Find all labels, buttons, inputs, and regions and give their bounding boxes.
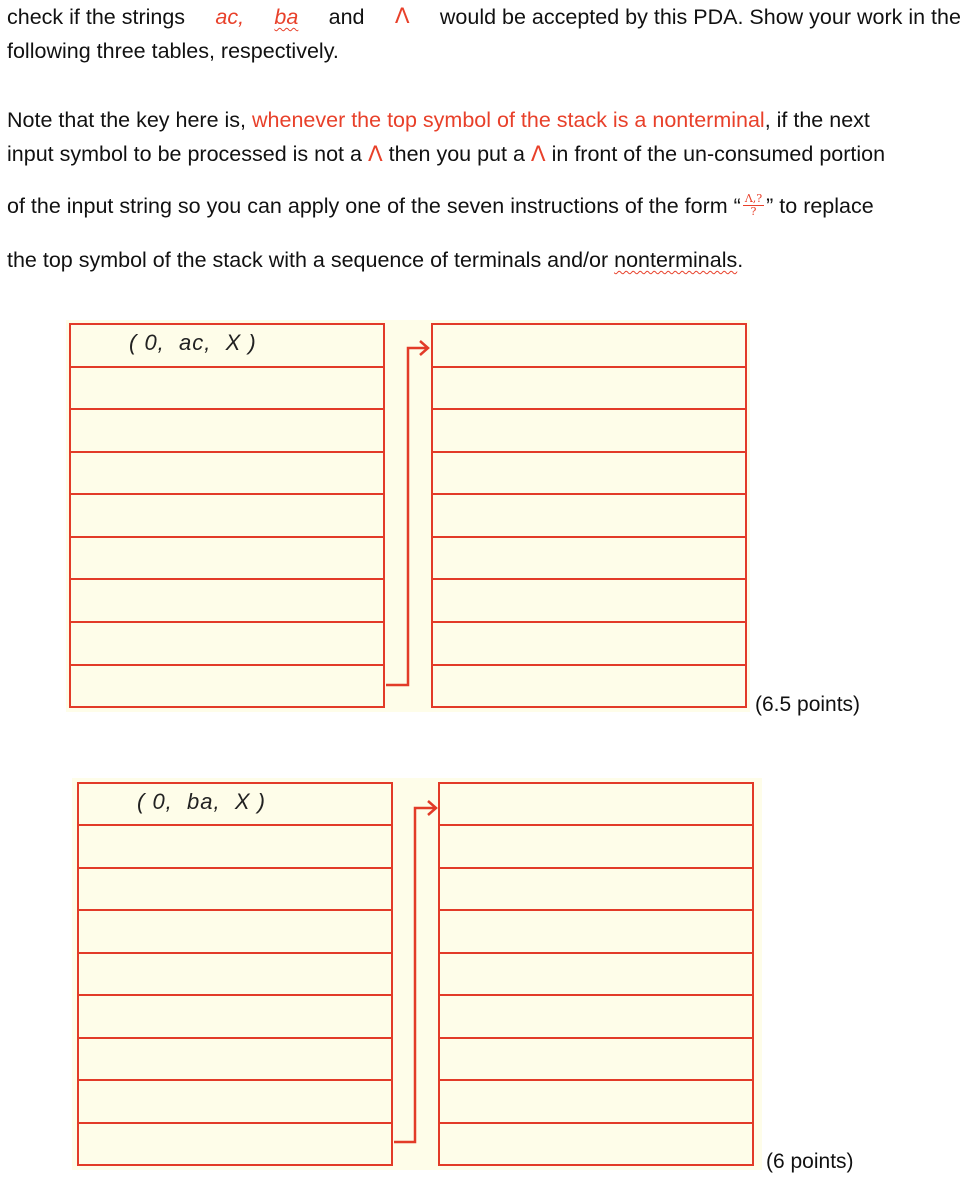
note-text: the top symbol of the stack with a sequence of terminals and/or [7, 248, 609, 272]
note-text: of the input string so you can apply one of the seven instructions of the form “ [7, 194, 741, 218]
note-highlight: whenever the top symbol of the stack is a nonterminal [252, 108, 765, 132]
fraction-denominator: ? [750, 204, 757, 218]
start-configuration: ( 0, ac, X ) [129, 330, 257, 355]
note-text: ” to replace [766, 194, 874, 218]
start-configuration: ( 0, ba, X ) [137, 789, 266, 814]
intro-text-a: check if the strings [7, 5, 186, 29]
table-2-points: (6 points) [766, 1150, 854, 1173]
note-text: . [737, 248, 744, 272]
note-squiggled-word: nonterminals [614, 248, 738, 272]
note-text: in front of the un-consumed portion [551, 142, 886, 166]
note-text: input symbol to be processed is not a [7, 142, 362, 166]
lambda-symbol: Λ [367, 142, 383, 167]
intro-text-rest: would be accepted by this PDA. Show your work in the [439, 5, 961, 29]
table-1-points: (6.5 points) [755, 693, 861, 716]
lambda-symbol: Λ [394, 4, 410, 29]
fraction-numerator: Λ,? [744, 191, 763, 205]
string-ba: ba [274, 5, 299, 29]
lambda-symbol: Λ [530, 142, 546, 167]
note-text: then you put a [388, 142, 525, 166]
intro-and: and [328, 5, 365, 29]
note-text: , if the next [764, 108, 870, 132]
note-text: Note that the key here is, [7, 108, 247, 132]
intro-line-2: following three tables, respectively. [7, 39, 339, 63]
string-ac: ac, [215, 5, 245, 29]
